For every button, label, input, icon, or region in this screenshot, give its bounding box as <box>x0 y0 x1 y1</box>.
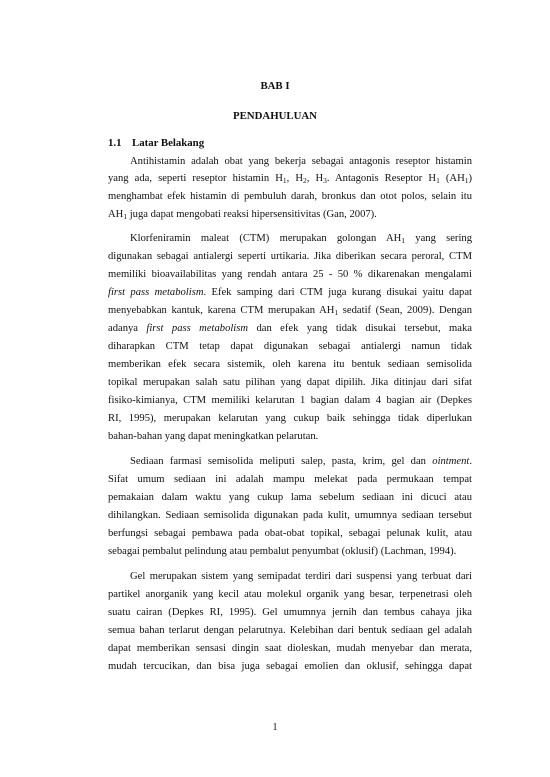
text-run: dan efek yang tidak disukai tersebut, maka <box>248 323 472 334</box>
subscript: 1 <box>334 308 339 317</box>
text-line <box>108 430 472 443</box>
text-line <box>108 286 472 299</box>
text-run: , H <box>286 173 303 184</box>
text-line <box>108 412 472 425</box>
text-line <box>108 268 472 281</box>
text-line <box>108 606 472 619</box>
chapter-title: PENDAHULUAN <box>233 110 317 122</box>
text-run: yang ada, seperti reseptor histamin H <box>108 173 283 184</box>
text-run: pemakaian dalam waktu yang cukup lama sebelum sediaan ini dicuci atau <box>108 492 472 503</box>
text-run: . Antagonis Reseptor H <box>326 173 437 184</box>
text-run: mudah tercucikan, dan bisa juga sebagai emolien dan oklusif, sehingga dapat <box>108 661 472 672</box>
text-line <box>108 660 472 673</box>
text-run: dihilangkan. Sediaan semisolida digunakan pada kulit, umumnya sediaan tersebut <box>108 510 472 521</box>
text-line <box>130 570 472 583</box>
text-run: RI, 1995), merupakan kelarutan yang cukup baik sehingga tidak diperlukan <box>108 413 472 424</box>
text-run: . <box>469 456 472 467</box>
text-line <box>130 232 472 245</box>
text-run: (AH <box>439 173 465 184</box>
text-run: menyebabkan kantuk, karena CTM merupakan AH <box>108 305 335 316</box>
text-run: suatu cairan (Depkes RI, 1995). Gel umumnya jernih dan tembus cahaya jika <box>108 607 472 618</box>
text-line <box>108 172 472 185</box>
text-run: bahan-bahan yang dapat meningkatkan pelarutan. <box>108 431 319 442</box>
text-run: Klorfeniramin maleat (CTM) merupakan golongan AH <box>130 233 402 244</box>
subscript: 3 <box>323 176 327 185</box>
subscript: 2 <box>303 176 307 185</box>
text-run: juga dapat mengobati reaksi hipersensitivitas (Gan, 2007). <box>127 209 377 220</box>
text-line <box>108 491 472 504</box>
text-run: sedatif (Sean, 2009). Dengan <box>338 305 472 316</box>
subscript: 1 <box>401 236 406 245</box>
text-run: . Efek samping dari CTM juga kurang disukai yaitu dapat <box>203 287 472 298</box>
text-run: sebagai pembalut pelindung atau pembalut penyumbat (oklusif) (Lachman, 1994). <box>108 546 457 557</box>
text-run: , H <box>306 173 324 184</box>
italic-term: first pass metabolism <box>146 323 249 334</box>
text-run: digunakan sebagai antialergi seperti urtikaria. Jika diberikan secara peroral, CTM <box>108 251 472 262</box>
text-line <box>130 455 472 468</box>
text-line <box>108 358 472 371</box>
text-line <box>108 190 472 203</box>
text-line <box>108 322 472 335</box>
text-run: fisiko-kimianya, CTM memiliki kelarutan 1 bagian dalam 4 bagian air (Depkes <box>108 395 472 406</box>
text-run: topikal merupakan salah satu pilihan yang dapat dipilih. Jika ditinjau dari sifat <box>108 377 472 388</box>
text-run: yang sering <box>405 233 473 244</box>
text-run: adanya <box>108 323 147 334</box>
text-run: menghambat efek histamin di pembuluh darah, bronkus dan otot polos, selain itu <box>108 191 472 202</box>
section-heading <box>108 137 204 149</box>
subscript: 1 <box>123 212 128 221</box>
section-title: Latar Belakang <box>132 137 205 149</box>
text-line <box>108 473 472 486</box>
text-line <box>108 304 472 317</box>
text-line <box>108 588 472 601</box>
text-run: Sediaan farmasi semisolida meliputi salep, pasta, krim, gel dan <box>130 456 433 467</box>
page-number: 1 <box>272 722 278 733</box>
subscript: 1 <box>436 176 440 185</box>
text-line <box>108 624 472 637</box>
text-line <box>108 376 472 389</box>
text-line <box>108 250 472 263</box>
text-line <box>108 527 472 540</box>
subscript: 1 <box>282 176 287 185</box>
text-run: partikel anorganik yang kecil atau molekul organik yang besar, terpenetrasi oleh <box>108 589 472 600</box>
section-number: 1.1 <box>108 137 122 149</box>
text-run: semua bahan terlarut dengan pelarutnya. Kelebihan dari bentuk sediaan gel adalah <box>108 625 472 636</box>
text-run: Antihistamin adalah obat yang bekerja sebagai antagonis reseptor histamin <box>130 156 472 167</box>
text-run: AH <box>108 209 124 220</box>
text-line <box>130 155 472 168</box>
italic-term: first pass metabolism <box>108 287 204 298</box>
text-run: Gel merupakan sistem yang semipadat terdiri dari suspensi yang terbuat dari <box>130 571 472 582</box>
text-run: memiliki bioavailabilitas yang rendah antara 25 - 50 % dikarenakan mengalami <box>108 269 472 280</box>
text-run: berfungsi sebagai pembawa pada obat-obat topikal, sebagai pelunak kulit, atau <box>108 528 472 539</box>
text-line <box>108 545 472 558</box>
text-run: memberikan efek secara sistemik, oleh karena itu bentuk sediaan semisolida <box>108 359 472 370</box>
text-run: Sifat umum sediaan ini adalah mampu melekat pada permukaan tempat <box>108 474 472 485</box>
text-run: dapat memberikan sensasi dingin saat dioleskan, mudah menyebar dan merata, <box>108 643 472 654</box>
text-line <box>108 340 472 353</box>
subscript: 1 <box>464 176 469 185</box>
text-line <box>108 642 472 655</box>
text-run: diharapkan CTM tetap dapat digunakan sebagai antialergi namun tidak <box>108 341 472 352</box>
text-line <box>108 509 472 522</box>
text-run: ) <box>468 173 473 184</box>
italic-term: ointment <box>432 456 470 467</box>
text-line <box>108 394 472 407</box>
chapter-label: BAB I <box>260 80 290 92</box>
text-line <box>108 208 472 221</box>
